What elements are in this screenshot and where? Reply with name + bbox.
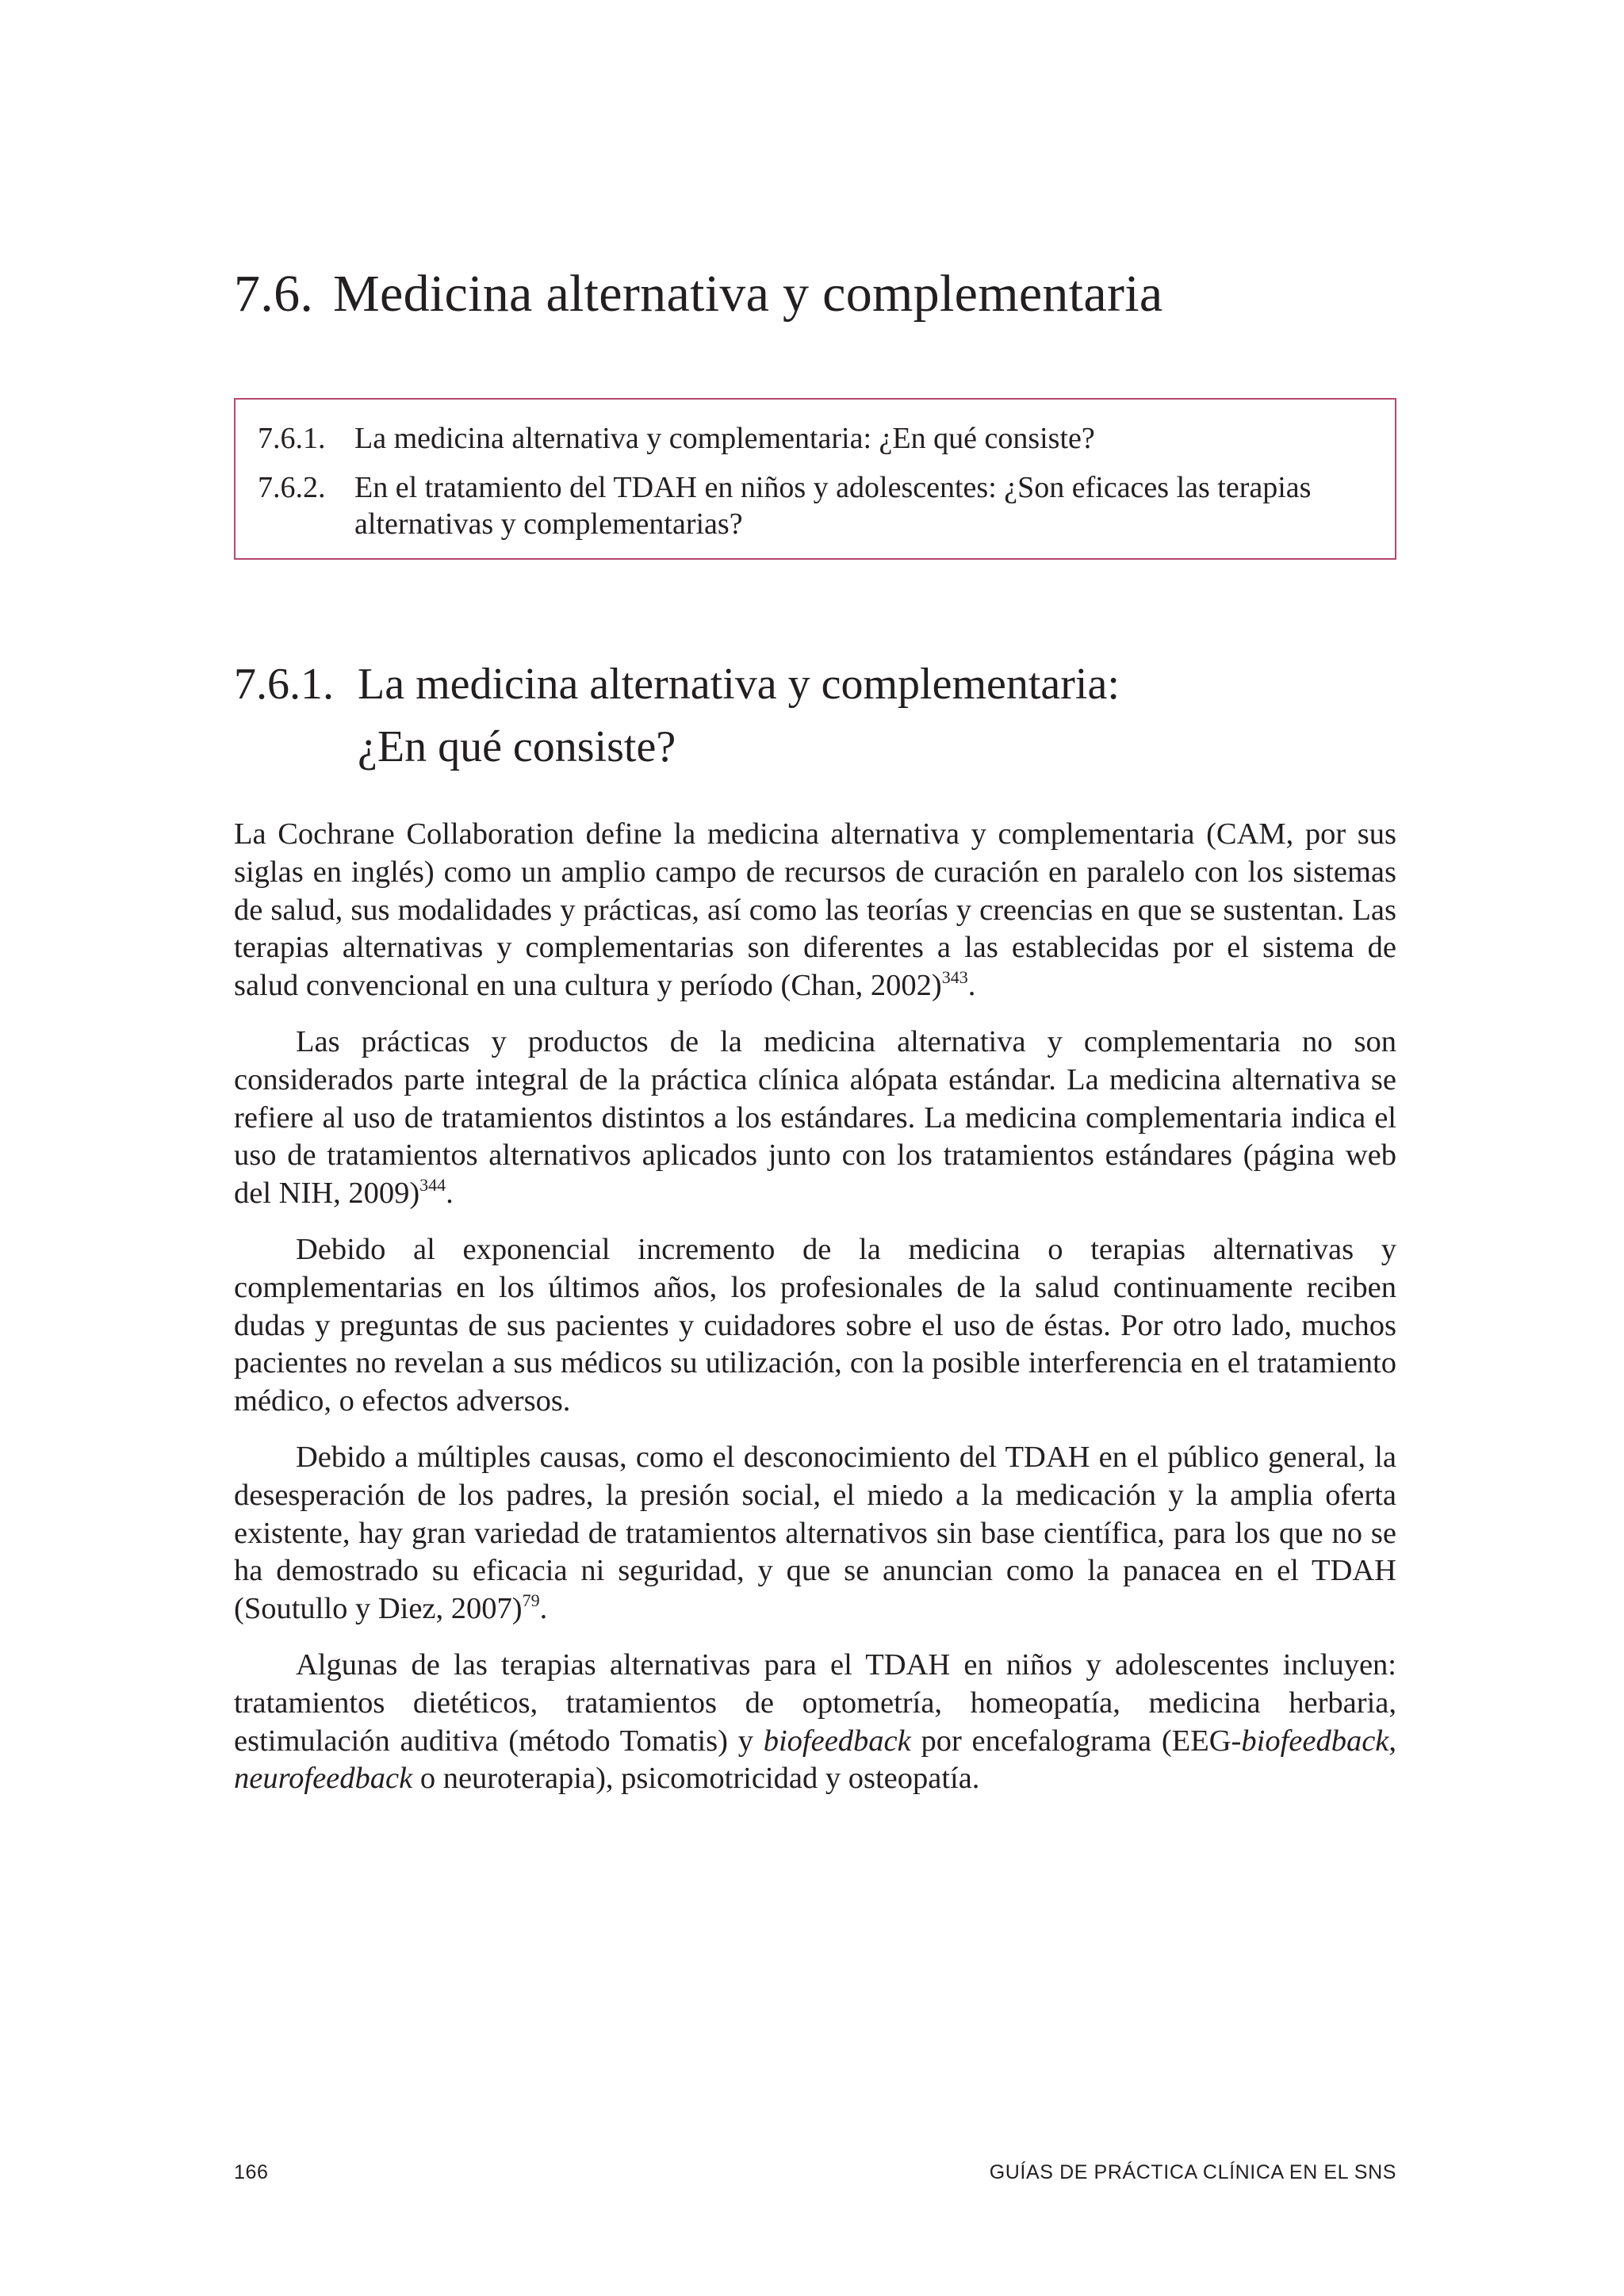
section-title — [234, 266, 1162, 323]
paragraph-4-end: . — [539, 1592, 548, 1626]
section-number: 7.6. — [234, 265, 314, 323]
paragraph-5-part-4: o neuroterapia), psicomotricidad y osteopatía. — [412, 1762, 980, 1796]
term-neurofeedback: neurofeedback — [234, 1762, 413, 1796]
reference-343: 343 — [941, 967, 968, 988]
paragraph-5-part-3: , — [1388, 1724, 1396, 1758]
paragraph-5-part-1: Algunas de las terapias alternativas para el TDAH en niños y adolescentes incluyen: tratamientos dietéticos, tratamientos de optometría, homeopatía, medicina herbaria, estimulación auditiva (método Tomatis) y — [234, 1647, 1396, 1758]
term-biofeedback: biofeedback — [1241, 1724, 1389, 1758]
paragraph-4 — [234, 1439, 1396, 1628]
subsection-number: 7.6.1. — [234, 660, 334, 709]
subsection-title-line-1: La medicina alternativa y complementaria: — [358, 660, 1120, 709]
contents-item-number: 7.6.2. — [258, 471, 326, 504]
page-number: 166 — [234, 2161, 269, 2183]
reference-79: 79 — [522, 1590, 540, 1611]
paragraph-1-end: . — [967, 969, 976, 1003]
term-biofeedback: biofeedback — [763, 1724, 911, 1758]
paragraph-1 — [234, 816, 1396, 1005]
paragraph-5 — [234, 1647, 1396, 1798]
contents-item-text: La medicina alternativa y complementaria: ¿En qué consiste? — [354, 422, 1095, 455]
paragraph-5-part-2: por encefalograma (EEG- — [910, 1724, 1242, 1758]
paragraph-1-text: La Cochrane Collaboration define la medicina alternativa y complementaria (CAM, por sus siglas en inglés) como un amplio campo de recursos de curación en paralelo con los sistemas de salud, sus modalidades y prácticas, así como las teorías y creencias en que se sustentan. Las terapias alternativas y complementarias son diferentes a las establecidas por el sistema de salud convencional en una cultura y período (Chan, 2002) — [234, 817, 1396, 1003]
paragraph-3-text: Debido al exponencial incremento de la medicina o terapias alternativas y complementarias en los últimos años, los profesionales de la salud continuamente reciben dudas y preguntas de sus pacientes y cuidadores sobre el uso de éstas. Por otro lado, muchos pacientes no revelan a sus médicos su utilización, con la posible interferencia en el tratamiento médico, o efectos adversos. — [234, 1232, 1396, 1418]
paragraph-2-text: Las prácticas y productos de la medicina alternativa y complementaria no son considerados parte integral de la práctica clínica alópata estándar. La medicina alternativa se refiere al uso de tratamientos distintos a los estándares. La medicina complementaria indica el uso de tratamientos alternativos aplicados junto con los tratamientos estándares (página web del NIH, 2009) — [234, 1024, 1396, 1211]
section-title-text: Medicina alternativa y complementaria — [333, 265, 1163, 323]
subsection-title-line-2: ¿En qué consiste? — [358, 722, 676, 771]
paragraph-3 — [234, 1231, 1396, 1421]
reference-344: 344 — [419, 1175, 446, 1196]
contents-item-number: 7.6.1. — [258, 422, 326, 455]
body-text — [234, 816, 1396, 1816]
paragraph-2 — [234, 1024, 1396, 1213]
section-contents-box — [234, 398, 1396, 560]
paragraph-2-end: . — [446, 1177, 454, 1211]
contents-item-text: En el tratamiento del TDAH en niños y adolescentes: ¿Son eficaces las terapias alternativas y complementarias? — [354, 471, 1312, 541]
paragraph-4-text: Debido a múltiples causas, como el desconocimiento del TDAH en el público general, la desesperación de los padres, la presión social, el miedo a la medicación y la amplia oferta existente, hay gran variedad de tratamientos alternativos sin base científica, para los que no se ha demostrado su eficacia ni seguridad, y que se anuncian como la panacea en el TDAH (Soutullo y Diez, 2007) — [234, 1440, 1396, 1626]
series-title: GUÍAS DE PRÁCTICA CLÍNICA EN EL SNS — [989, 2161, 1396, 2183]
